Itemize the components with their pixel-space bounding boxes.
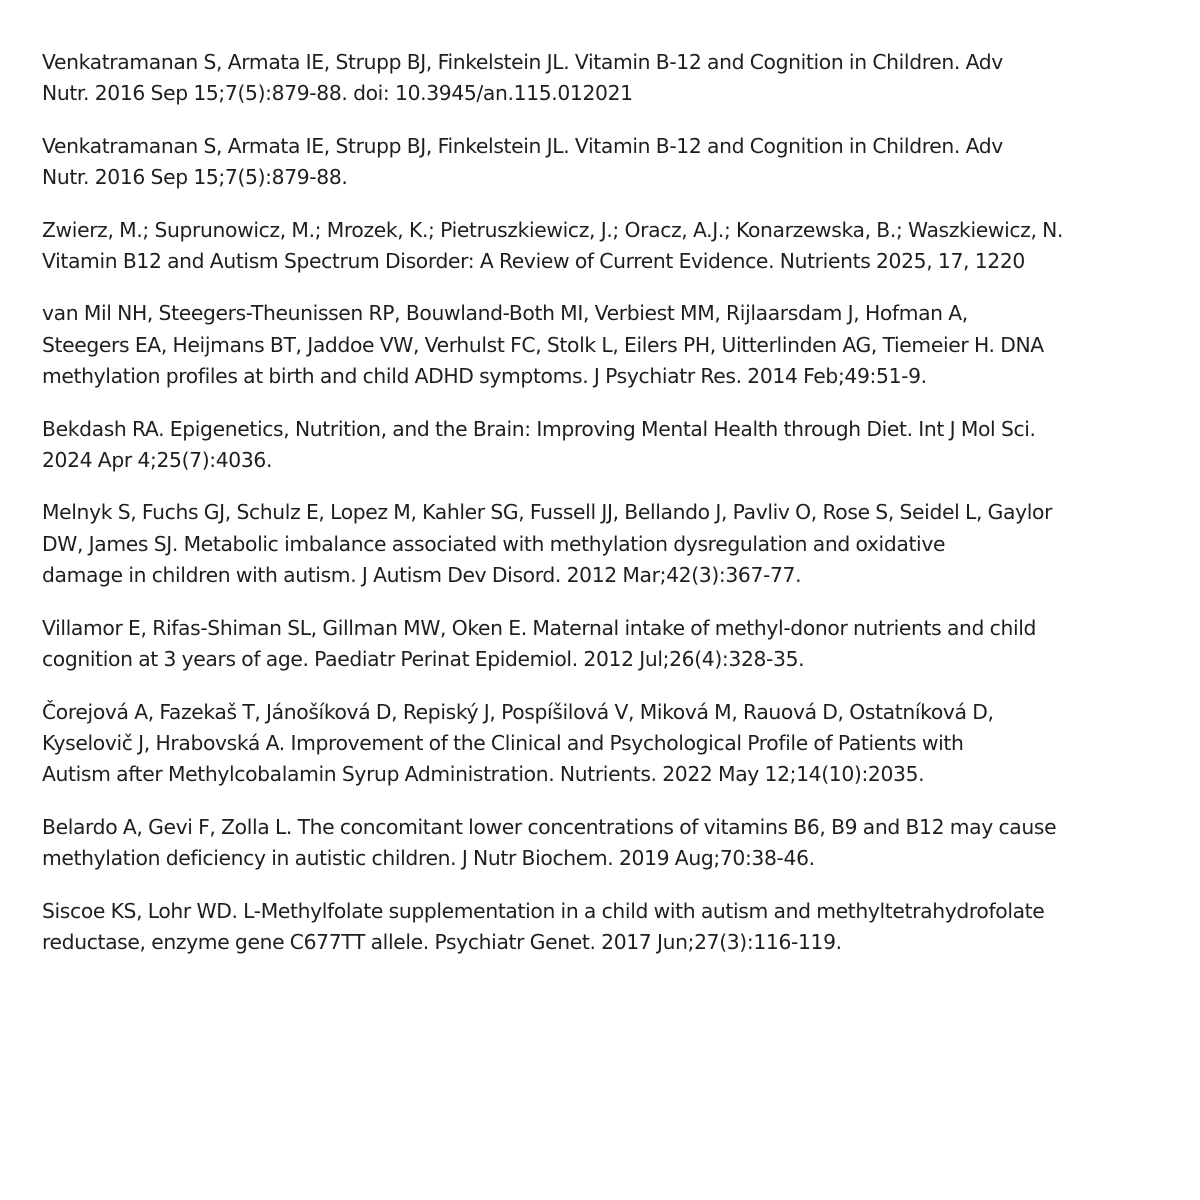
reference-line: Villamor E, Rifas-Shiman SL, Gillman MW, Oken E. Maternal intake of methyl-donor nutrients and child bbox=[42, 615, 1037, 640]
reference-list bbox=[42, 47, 1167, 979]
reference-line: DW, James SJ. Metabolic imbalance associated with methylation dysregulation and oxidative bbox=[42, 531, 946, 556]
reference-entry bbox=[42, 896, 1167, 959]
reference-line: cognition at 3 years of age. Paediatr Perinat Epidemiol. 2012 Jul;26(4):328-35. bbox=[42, 647, 805, 672]
reference-line: Venkatramanan S, Armata IE, Strupp BJ, Finkelstein JL. Vitamin B-12 and Cognition in Children. Adv bbox=[42, 50, 1003, 74]
reference-entry bbox=[42, 613, 1167, 676]
reference-entry bbox=[42, 215, 1167, 278]
reference-line: Autism after Methylcobalamin Syrup Administration. Nutrients. 2022 May 12;14(10):2035. bbox=[42, 762, 925, 787]
reference-line: Nutr. 2016 Sep 15;7(5):879-88. bbox=[42, 165, 348, 190]
reference-entry bbox=[42, 414, 1167, 477]
reference-line: Venkatramanan S, Armata IE, Strupp BJ, Finkelstein JL. Vitamin B-12 and Cognition in Children. Adv bbox=[42, 133, 1003, 158]
reference-line: Nutr. 2016 Sep 15;7(5):879-88. doi: 10.3945/an.115.012021 bbox=[42, 81, 633, 106]
reference-line: Bekdash RA. Epigenetics, Nutrition, and the Brain: Improving Mental Health through Diet. Int J Mol Sci. bbox=[42, 416, 1036, 441]
reference-line: methylation profiles at birth and child ADHD symptoms. J Psychiatr Res. 2014 Feb;49:51-9. bbox=[42, 364, 927, 389]
reference-line: reductase, enzyme gene C677TT allele. Psychiatr Genet. 2017 Jun;27(3):116-119. bbox=[42, 929, 842, 954]
reference-line: 2024 Apr 4;25(7):4036. bbox=[42, 448, 273, 473]
reference-line: methylation deficiency in autistic children. J Nutr Biochem. 2019 Aug;70:38-46. bbox=[42, 846, 815, 871]
reference-line: van Mil NH, Steegers-Theunissen RP, Bouwland-Both MI, Verbiest MM, Rijlaarsdam J, Hofman A, bbox=[42, 301, 968, 326]
reference-line: Steegers EA, Heijmans BT, Jaddoe VW, Verhulst FC, Stolk L, Eilers PH, Uitterlinden AG, Tiemeier H. DNA bbox=[42, 332, 1044, 357]
reference-entry bbox=[42, 497, 1167, 591]
reference-line: Siscoe KS, Lohr WD. L-Methylfolate supplementation in a child with autism and methyltetrahydrofolate bbox=[42, 898, 1045, 923]
reference-entry bbox=[42, 812, 1167, 875]
reference-line: Zwierz, M.; Suprunowicz, M.; Mrozek, K.; Pietruszkiewicz, J.; Oracz, A.J.; Konarzewska, B.; Waszkiewicz, N. bbox=[42, 217, 1064, 242]
reference-line: Čorejová A, Fazekaš T, Jánošíková D, Repiský J, Pospíšilová V, Miková M, Rauová D, Ostatníková D, bbox=[42, 699, 994, 724]
reference-entry bbox=[42, 47, 1167, 110]
reference-entry bbox=[42, 131, 1167, 194]
reference-line: damage in children with autism. J Autism Dev Disord. 2012 Mar;42(3):367-77. bbox=[42, 563, 802, 588]
reference-line: Kyselovič J, Hrabovská A. Improvement of the Clinical and Psychological Profile of Patients with bbox=[42, 730, 964, 755]
reference-entry bbox=[42, 697, 1167, 791]
reference-line: Belardo A, Gevi F, Zolla L. The concomitant lower concentrations of vitamins B6, B9 and B12 may cause bbox=[42, 814, 1057, 839]
reference-line: Melnyk S, Fuchs GJ, Schulz E, Lopez M, Kahler SG, Fussell JJ, Bellando J, Pavliv O, Rose S, Seidel L, Gaylor bbox=[42, 500, 1053, 525]
reference-line: Vitamin B12 and Autism Spectrum Disorder: A Review of Current Evidence. Nutrients 2025, 17, 1220 bbox=[42, 249, 1025, 274]
reference-entry bbox=[42, 298, 1167, 392]
